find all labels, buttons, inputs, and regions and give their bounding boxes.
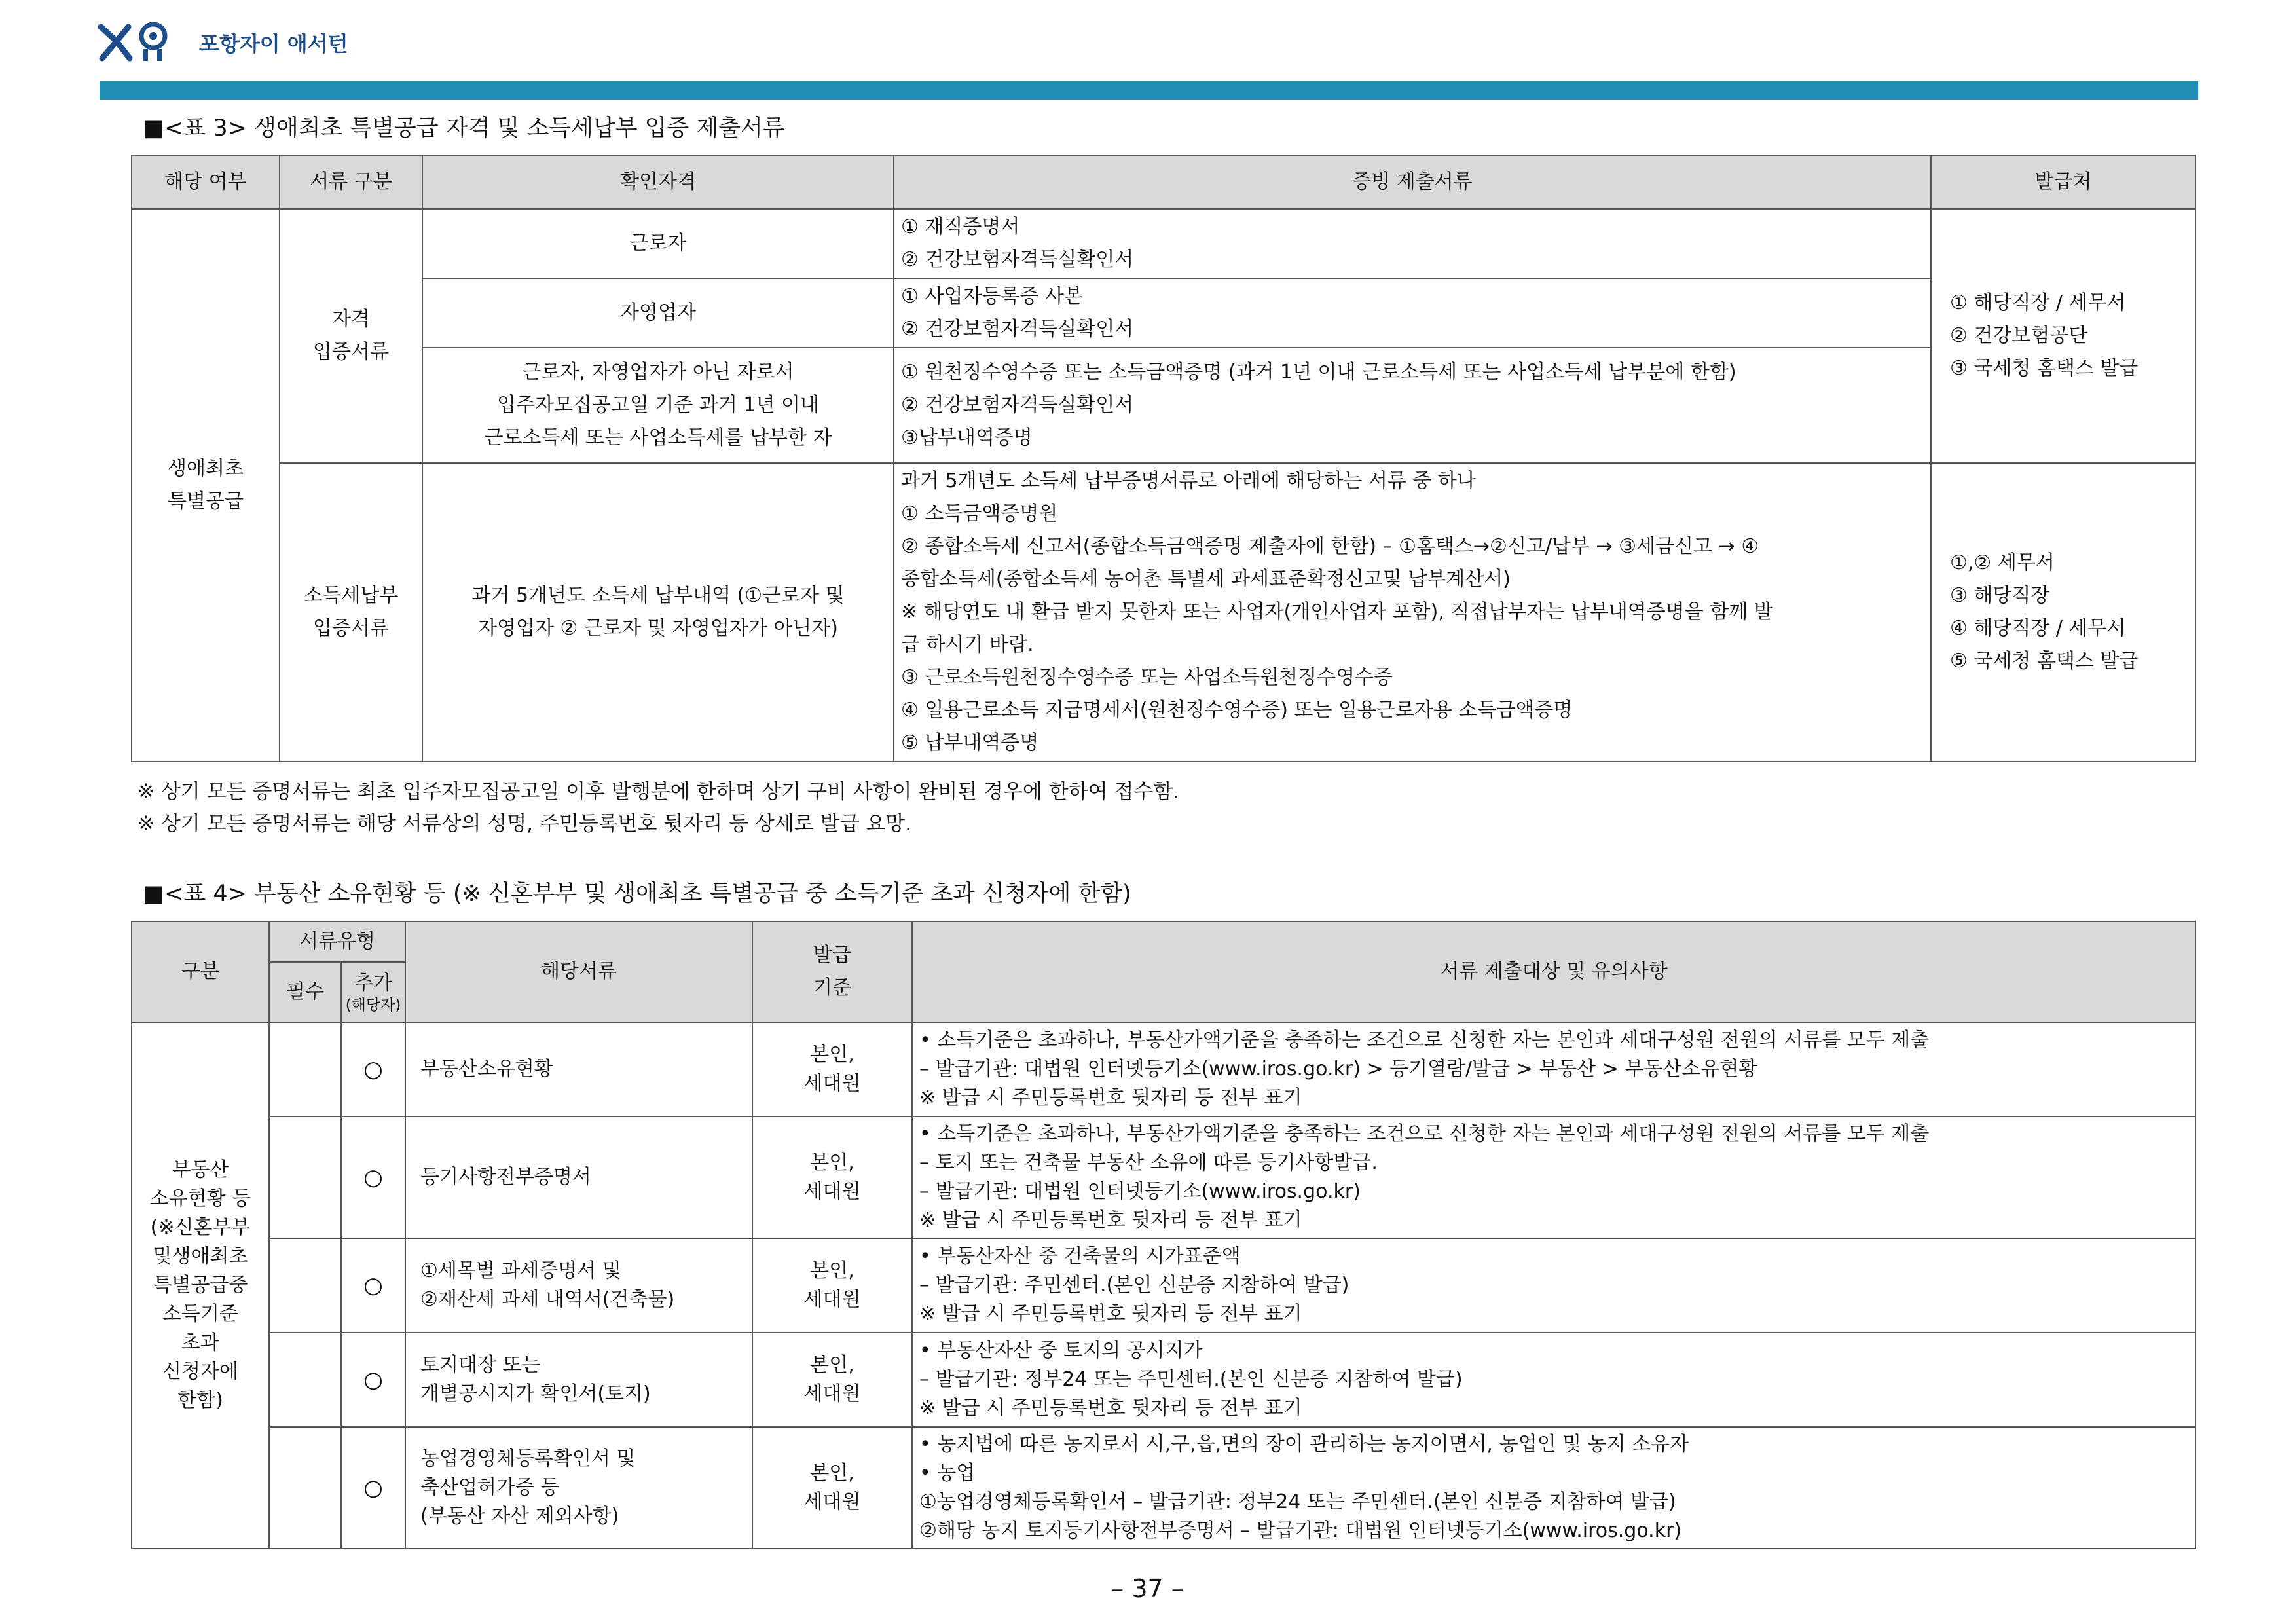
t4-required-cell [269, 1427, 341, 1549]
t4-notes-registry: • 소득기준은 초과하나, 부동산가액기준을 충족하는 조건으로 신청한 자는 본인과 세대구성원 전원의 서류를 모두 제출 – 토지 또는 건축물 부동산 소유에 따른 등기사항발급. – 발급기관: 대법원 인터넷등기소(www.iros.go.kr) ※ 발급 시 주민등록번호 뒷자리 등 전부 표기 [912, 1116, 2195, 1238]
circle-icon: ○ [341, 1333, 405, 1427]
t3-head-evidence: 증빙 제출서류 [894, 155, 1931, 209]
t3-head-issuer: 발급처 [1931, 155, 2195, 209]
t4-notes-farm-registration: • 농지법에 따른 농지로서 시,구,읍,면의 장이 관리하는 농지이면서, 농업인 및 농지 소유자 • 농업 ①농업경영체등록확인서 – 발급기관: 정부24 또는 주민센터.(본인 신분증 지참하여 발급) ②해당 농지 토지등기사항전부증명서 – 발급기관: 대법원 인터넷등기소(www.iros.go.kr) [912, 1427, 2195, 1549]
t4-basis: 본인, 세대원 [752, 1333, 912, 1427]
t3-head-qualification: 확인자격 [422, 155, 894, 209]
t3-note-1: ※ 상기 모든 증명서류는 최초 입주자모집공고일 이후 발행분에 한하며 상기 구비 사항이 완비된 경우에 한하여 접수함. [138, 780, 1180, 803]
t4-head-document: 해당서류 [405, 921, 752, 1022]
t4-required-cell [269, 1238, 341, 1333]
t4-notes-land-ledger: • 부동산자산 중 토지의 공시지가 – 발급기관: 정부24 또는 주민센터.(본인 신분증 지참하여 발급) ※ 발급 시 주민등록번호 뒷자리 등 전부 표기 [912, 1333, 2195, 1427]
table4-title: ■<표 4> 부동산 소유현황 등 (※ 신혼부부 및 생애최초 특별공급 중 소득기준 초과 신청자에 한함) [143, 881, 1131, 907]
table-row [132, 1333, 2195, 1427]
t4-basis: 본인, 세대원 [752, 1116, 912, 1238]
header-logo [98, 20, 348, 65]
table-row [132, 1022, 2195, 1116]
header-bar [100, 81, 2198, 100]
table-row [132, 1427, 2195, 1549]
table3-title: ■<표 3> 생애최초 특별공급 자격 및 소득세납부 입증 제출서류 [143, 115, 785, 141]
t4-notes-tax-certificate: • 부동산자산 중 건축물의 시가표준액 – 발급기관: 주민센터.(본인 신분증 지참하여 발급) ※ 발급 시 주민등록번호 뒷자리 등 전부 표기 [912, 1238, 2195, 1333]
t3-qual-income-tax: 과거 5개년도 소득세 납부내역 (①근로자 및 자영업자 ② 근로자 및 자영업자가 아닌자) [422, 463, 894, 762]
t4-doc-registry: 등기사항전부증명서 [405, 1116, 752, 1238]
t4-head-basis: 발급 기준 [752, 921, 912, 1022]
t3-docs-worker: ① 재직증명서 ② 건강보험자격득실확인서 [894, 209, 1931, 278]
t3-issuer-2: ①,② 세무서 ③ 해당직장 ④ 해당직장 / 세무서 ⑤ 국세청 홈택스 발급 [1931, 463, 2195, 762]
t3-docs-selfemployed: ① 사업자등록증 사본 ② 건강보험자격득실확인서 [894, 278, 1931, 348]
t4-doc-tax-certificate: ①세목별 과세증명서 및 ②재산세 과세 내역서(건축물) [405, 1238, 752, 1333]
t4-required-cell [269, 1116, 341, 1238]
table3-header-row [132, 155, 2195, 209]
table-row [132, 278, 2195, 348]
t3-docs-income-tax: 과거 5개년도 소득세 납부증명서류로 아래에 해당하는 서류 중 하나 ① 소득금액증명원 ② 종합소득세 신고서(종합소득금액증명 제출자에 한함) – ①홈택스→②신고/납부 → ③세금신고 → ④ 종합소득세(종합소득세 농어촌 특별세 과세표준확정신고및 납부계산서) ※ 해당연도 내 환급 받지 못한자 또는 사업자(개인사업자 포함), 직접납부자는 납부내역증명을 함께 발 급 하시기 바람. ③ 근로소득원천징수영수증 또는 사업소득원천징수영수증 ④ 일용근로소득 지급명세서(원천징수영수증) 또는 일용근로자용 소득금액증명 ⑤ 납부내역증명 [894, 463, 1931, 762]
t4-doc-farm-registration: 농업경영체등록확인서 및 축산업허가증 등 (부동산 자산 제외사항) [405, 1427, 752, 1549]
t4-required-cell [269, 1333, 341, 1427]
table4 [131, 921, 2196, 1549]
table-row [132, 348, 2195, 463]
t3-note-2: ※ 상기 모든 증명서류는 해당 서류상의 성명, 주민등록번호 뒷자리 등 상세로 발급 요망. [138, 812, 912, 836]
t4-basis: 본인, 세대원 [752, 1238, 912, 1333]
t3-qual-selfemployed: 자영업자 [422, 278, 894, 348]
circle-icon: ○ [341, 1116, 405, 1238]
t4-head-category: 구분 [132, 921, 269, 1022]
t4-doc-land-ledger: 토지대장 또는 개별공시지가 확인서(토지) [405, 1333, 752, 1427]
table-row [132, 209, 2195, 278]
t4-category: 부동산 소유현황 등 (※신혼부부 및생애최초 특별공급중 소득기준 초과 신청자에 한함) [132, 1022, 269, 1549]
t3-issuer-1: ① 해당직장 / 세무서 ② 건강보험공단 ③ 국세청 홈택스 발급 [1931, 209, 2195, 463]
brand-name: 포항자이 애서턴 [199, 31, 348, 56]
circle-icon: ○ [341, 1022, 405, 1116]
t3-head-doc-category: 서류 구분 [280, 155, 422, 209]
t4-basis: 본인, 세대원 [752, 1022, 912, 1116]
table-row [132, 463, 2195, 762]
t4-notes-property-status: • 소득기준은 초과하나, 부동산가액기준을 충족하는 조건으로 신청한 자는 본인과 세대구성원 전원의 서류를 모두 제출 – 발급기관: 대법원 인터넷등기소(www.iros.go.kr) > 등기열람/발급 > 부동산 > 부동산소유현황 ※ 발급 시 주민등록번호 뒷자리 등 전부 표기 [912, 1022, 2195, 1116]
t4-required-cell [269, 1022, 341, 1116]
table-row [132, 1116, 2195, 1238]
t3-docs-other: ① 원천징수영수증 또는 소득금액증명 (과거 1년 이내 근로소득세 또는 사업소득세 납부분에 한함) ② 건강보험자격득실확인서 ③납부내역증명 [894, 348, 1931, 463]
page-number: – 37 – [1111, 1574, 1184, 1603]
t4-head-extra: 추가 (해당자) [341, 962, 405, 1022]
t4-basis: 본인, 세대원 [752, 1427, 912, 1549]
xi-logo-icon [98, 22, 182, 64]
t3-group-income-tax: 소득세납부 입증서류 [280, 463, 422, 762]
t3-qual-other: 근로자, 자영업자가 아닌 자로서 입주자모집공고일 기준 과거 1년 이내 근로소득세 또는 사업소득세를 납부한 자 [422, 348, 894, 463]
t3-head-applicable: 해당 여부 [132, 155, 280, 209]
t4-doc-property-status: 부동산소유현황 [405, 1022, 752, 1116]
t4-head-required: 필수 [269, 962, 341, 1022]
table3 [131, 155, 2196, 762]
circle-icon: ○ [341, 1427, 405, 1549]
t3-qual-worker: 근로자 [422, 209, 894, 278]
table-row [132, 1238, 2195, 1333]
t4-head-doc-type: 서류유형 [269, 921, 405, 962]
t3-category: 생애최초 특별공급 [132, 209, 280, 762]
t4-head-notes: 서류 제출대상 및 유의사항 [912, 921, 2195, 1022]
t3-group-qualification: 자격 입증서류 [280, 209, 422, 463]
table4-header-row [132, 921, 2195, 962]
circle-icon: ○ [341, 1238, 405, 1333]
